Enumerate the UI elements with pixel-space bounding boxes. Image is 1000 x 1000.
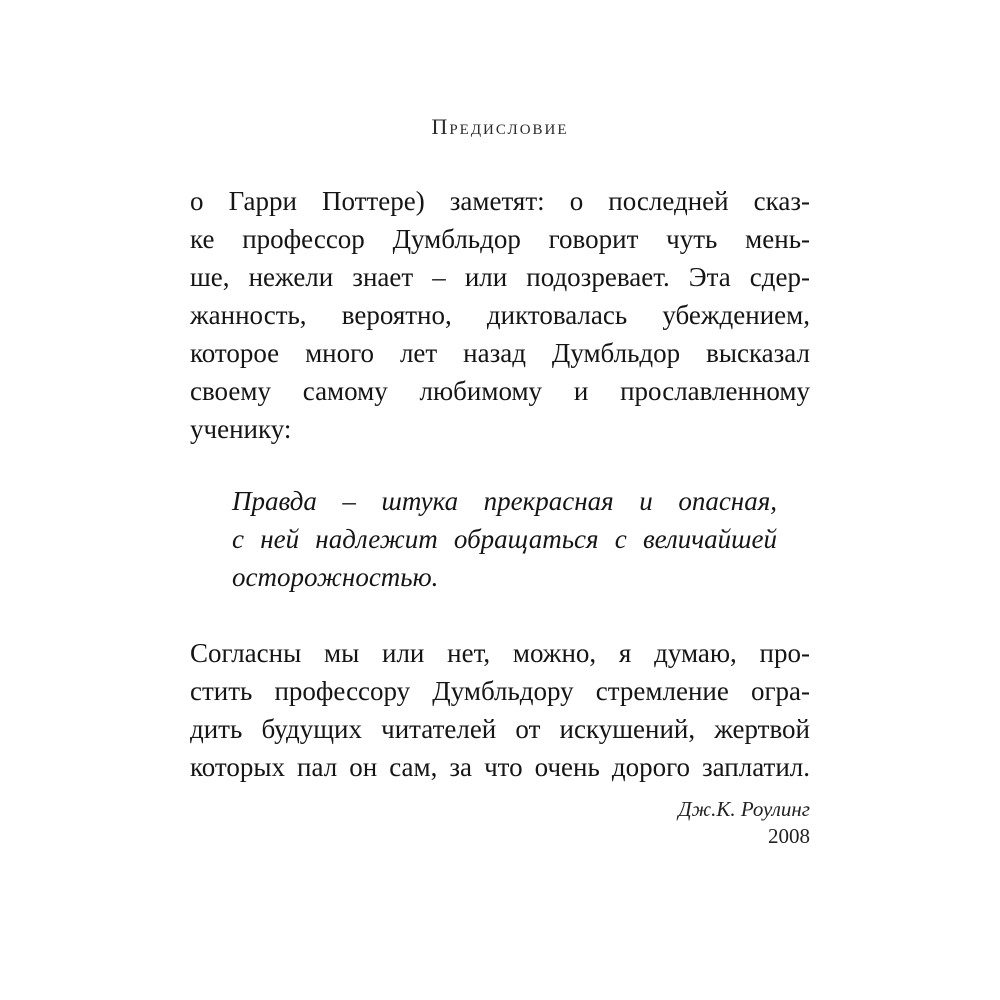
quote-line: с ней надлежит обращаться с величайшей (232, 524, 777, 554)
text-line: ке профессор Думбльдор говорит чуть мень- (190, 224, 810, 254)
text-line: которых пал он сам, за что очень дорого заплатил. (190, 752, 810, 782)
text-line: ученику: (190, 414, 292, 444)
paragraph-2 (190, 634, 810, 786)
text-line: своему самому любимому и прославленному (190, 376, 810, 406)
epigraph-quote (232, 482, 777, 596)
text-line: ше, нежели знает – или подозревает. Эта сдер- (190, 262, 810, 292)
text-line: о Гарри Поттере) заметят: о последней сказ- (190, 186, 810, 216)
text-line: Согласны мы или нет, можно, я думаю, про- (190, 638, 810, 668)
signature-block (678, 796, 810, 850)
page-header: Предисловие (431, 114, 569, 139)
text-line: стить профессору Думбльдору стремление огра- (190, 676, 810, 706)
text-line: дить будущих читателей от искушений, жертвой (190, 714, 810, 744)
text-line: жанность, вероятно, диктовалась убеждением, (190, 300, 810, 330)
quote-line: Правда – штука прекрасная и опасная, (232, 486, 777, 516)
quote-line: осторожностью. (232, 562, 439, 592)
signature-year: 2008 (768, 824, 810, 848)
author-name: Дж.К. Роулинг (678, 797, 810, 821)
text-line: которое много лет назад Думбльдор высказал (190, 338, 810, 368)
paragraph-1 (190, 182, 810, 448)
